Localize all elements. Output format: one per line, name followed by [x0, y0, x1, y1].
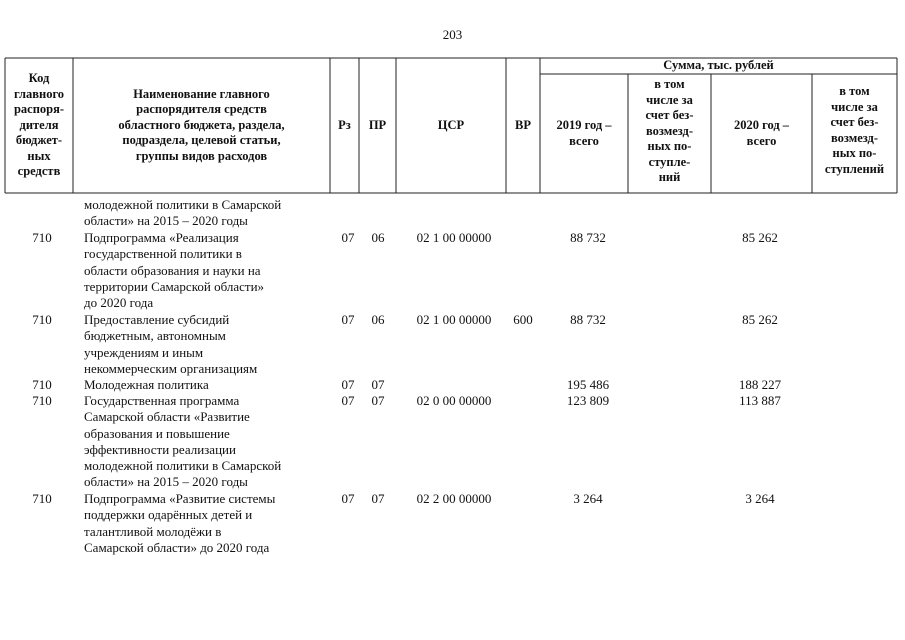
row-sum-2020: 3 264	[745, 491, 775, 506]
row-rz: 07	[341, 312, 355, 327]
table-row	[0, 491, 905, 557]
row-sum-2020: 188 227	[738, 377, 782, 392]
row-name: Молодежная политика	[84, 377, 209, 392]
table-body	[0, 197, 905, 557]
row-pr: 06	[371, 312, 385, 327]
table-row	[0, 197, 905, 230]
row-code: 710	[32, 312, 52, 327]
row-rz: 07	[341, 491, 355, 506]
header-pr: ПР	[368, 117, 387, 132]
row-sum-2020: 85 262	[742, 312, 778, 327]
table-row	[0, 393, 905, 491]
table-row	[0, 377, 905, 393]
page-number: 203	[442, 27, 463, 42]
row-sum-2019: 88 732	[570, 230, 606, 245]
row-sum-2019: 88 732	[570, 312, 606, 327]
row-vr: 600	[513, 312, 533, 327]
row-csr: 02 1 00 00000	[416, 312, 492, 327]
table-row	[0, 312, 905, 377]
table-row	[0, 230, 905, 312]
header-csr: ЦСР	[437, 117, 465, 132]
row-name: Подпрограмма «Реализация государственной политики в области образования и науки на территории Самарской области» до 2020 года	[84, 230, 265, 311]
row-csr: 02 1 00 00000	[416, 230, 492, 245]
row-rz: 07	[341, 377, 355, 392]
row-pr: 07	[371, 393, 385, 408]
row-rz: 07	[341, 230, 355, 245]
row-pr: 07	[371, 377, 385, 392]
header-2019-total: 2019 год – всего	[556, 118, 612, 148]
row-code: 710	[32, 230, 52, 245]
header-2020-total: 2020 год – всего	[733, 118, 790, 148]
row-pr: 06	[371, 230, 385, 245]
header-rz: Рз	[338, 117, 351, 132]
row-sum-2019: 123 809	[566, 393, 610, 408]
header-sum: Сумма, тыс. рублей	[663, 58, 774, 73]
row-rz: 07	[341, 393, 355, 408]
row-code: 710	[32, 393, 52, 408]
row-code: 710	[32, 377, 52, 392]
row-sum-2020: 85 262	[742, 230, 778, 245]
row-name: Государственная программа Самарской области «Развитие образования и повышение эффективности реализации молодежной политики в Самарской области» на 2015 – 2020 годы	[84, 393, 282, 490]
row-name: Предоставление субсидий бюджетным, автономным учреждениям и иным некоммерческим организациям	[84, 312, 258, 376]
row-sum-2020: 113 887	[739, 393, 781, 408]
header-2019-grants: в том числе за счет без- возмезд- ных по- ступле- ний	[645, 77, 694, 184]
header-name: Наименование главного распорядителя средств областного бюджета, раздела, подраздела, целевой статьи, группы видов расходов	[118, 86, 285, 163]
row-sum-2019: 195 486	[566, 377, 610, 392]
row-pr: 07	[371, 491, 385, 506]
header-code: Код главного распоря- дителя бюджет- ных средств	[13, 71, 65, 179]
row-code: 710	[32, 491, 52, 506]
row-csr: 02 2 00 00000	[416, 491, 492, 506]
header-vr: ВР	[515, 117, 531, 132]
row-csr: 02 0 00 00000	[416, 393, 492, 408]
row-name: Подпрограмма «Развитие системы поддержки одарённых детей и талантливой молодёжи в Самарской области» до 2020 года	[84, 491, 276, 555]
row-name: молодежной политики в Самарской области» на 2015 – 2020 годы	[84, 197, 282, 229]
header-2020-grants: в том числе за счет без- возмезд- ных по- ступлений	[824, 84, 885, 176]
row-sum-2019: 3 264	[573, 491, 603, 506]
